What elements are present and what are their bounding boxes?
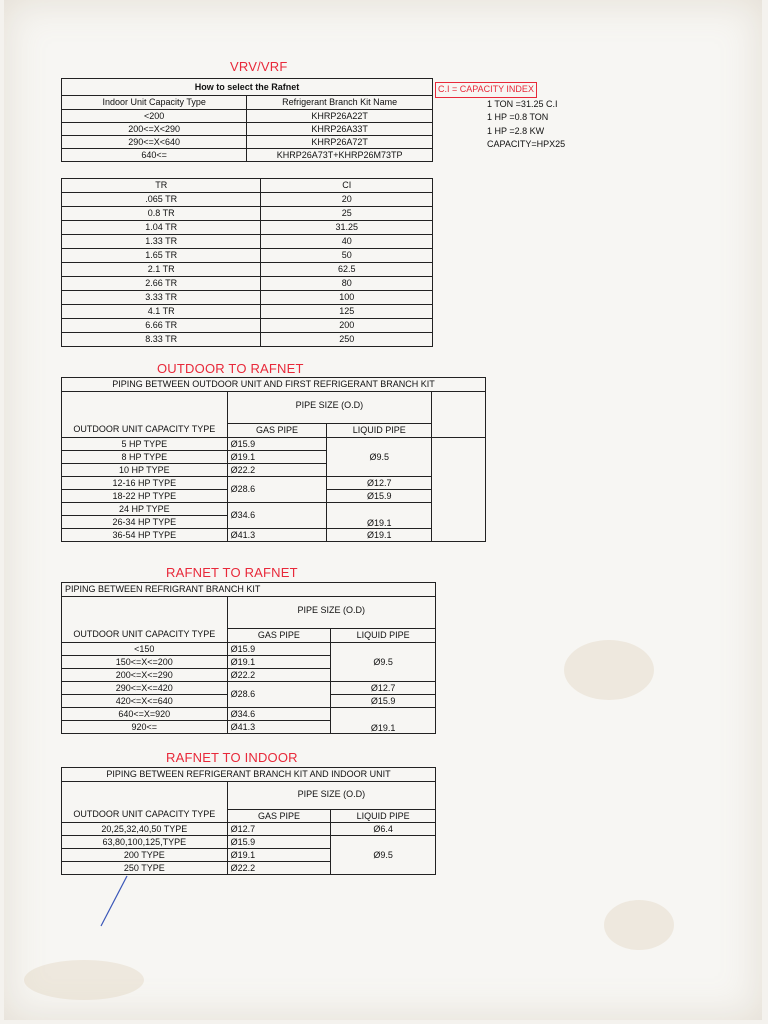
type-cell: 36-54 HP TYPE (62, 529, 228, 542)
type-cell: 20,25,32,40,50 TYPE (62, 823, 228, 836)
type-cell: 26-34 HP TYPE (62, 516, 228, 529)
note-line: 1 HP =0.8 TON (487, 112, 549, 122)
table-cell: 31.25 (261, 221, 433, 235)
table-cell: 200 (261, 319, 433, 333)
table-cell: .065 TR (62, 193, 261, 207)
indoor-piping-table (61, 767, 436, 875)
type-cell: 200<=X<=290 (62, 669, 228, 682)
liquid-cell: Ø12.7 (331, 682, 436, 695)
empty-cell (432, 392, 486, 438)
type-cell: 18-22 HP TYPE (62, 490, 228, 503)
table-cell: KHRP26A33T (247, 123, 433, 136)
type-cell: 420<=X<=640 (62, 695, 228, 708)
type-cell: 5 HP TYPE (62, 438, 228, 451)
gas-cell: Ø41.3 (227, 721, 331, 734)
gas-cell: Ø15.9 (227, 643, 331, 656)
liquid-pipe-header: LIQUID PIPE (331, 810, 436, 823)
type-cell: 10 HP TYPE (62, 464, 228, 477)
liquid-cell: Ø19.1 (327, 503, 432, 529)
gas-pipe-header: GAS PIPE (227, 424, 327, 438)
table-cell: 6.66 TR (62, 319, 261, 333)
column-header: CI (261, 179, 433, 193)
capacity-index-label: C.I = CAPACITY INDEX (435, 82, 537, 98)
tr-ci-table (61, 178, 433, 347)
liquid-cell: Ø12.7 (327, 477, 432, 490)
pipe-size-header: PIPE SIZE (O.D) (227, 392, 432, 424)
table-cell: 80 (261, 277, 433, 291)
type-cell: 290<=X<=420 (62, 682, 228, 695)
liquid-cell: Ø9.5 (331, 643, 436, 682)
column-header: Indoor Unit Capacity Type (62, 96, 247, 110)
gas-cell: Ø41.3 (227, 529, 327, 542)
table-cell: 20 (261, 193, 433, 207)
liquid-cell: Ø15.9 (327, 490, 432, 503)
gas-pipe-header: GAS PIPE (227, 629, 331, 643)
liquid-cell: Ø19.1 (327, 529, 432, 542)
gas-cell: Ø22.2 (227, 464, 327, 477)
paper-stain (24, 960, 144, 1000)
table-cell: 50 (261, 249, 433, 263)
liquid-pipe-header: LIQUID PIPE (331, 629, 436, 643)
type-cell: 250 TYPE (62, 862, 228, 875)
column-header: OUTDOOR UNIT CAPACITY TYPE (62, 597, 228, 643)
gas-cell: Ø15.9 (227, 438, 327, 451)
rafnet-heading: RAFNET TO RAFNET (166, 565, 298, 580)
table-title: PIPING BETWEEN REFRIGRANT BRANCH KIT (62, 583, 436, 597)
paper-stain (564, 640, 654, 700)
gas-cell: Ø28.6 (227, 477, 327, 503)
outdoor-heading: OUTDOOR TO RAFNET (157, 361, 304, 376)
table-cell: 0.8 TR (62, 207, 261, 221)
rafnet-piping-table (61, 582, 436, 734)
column-header: Refrigerant Branch Kit Name (247, 96, 433, 110)
gas-pipe-header: GAS PIPE (227, 810, 331, 823)
gas-cell: Ø28.6 (227, 682, 331, 708)
capacity-index-notes (435, 82, 565, 152)
paper-stain (604, 900, 674, 950)
table-cell: 100 (261, 291, 433, 305)
table-cell: 40 (261, 235, 433, 249)
type-cell: 150<=X<=200 (62, 656, 228, 669)
table-cell: <200 (62, 110, 247, 123)
type-cell: 200 TYPE (62, 849, 228, 862)
gas-cell: Ø12.7 (227, 823, 331, 836)
note-line: 1 TON =31.25 C.I (487, 98, 558, 109)
type-cell: 12-16 HP TYPE (62, 477, 228, 490)
type-cell: 63,80,100,125,TYPE (62, 836, 228, 849)
table-cell: 640<= (62, 149, 247, 162)
vrv-heading: VRV/VRF (230, 59, 288, 74)
gas-cell: Ø22.2 (227, 669, 331, 682)
table-cell: 125 (261, 305, 433, 319)
gas-cell: Ø19.1 (227, 656, 331, 669)
note-line: CAPACITY=HPX25 (487, 139, 566, 149)
rafnet-selection-table (61, 78, 433, 162)
pen-stroke (95, 870, 135, 930)
column-header: OUTDOOR UNIT CAPACITY TYPE (62, 392, 228, 438)
liquid-cell: Ø9.5 (327, 438, 432, 477)
note-line: 1 HP =2.8 KW (487, 125, 545, 136)
table-cell: KHRP26A72T (247, 136, 433, 149)
table-cell: 200<=X<290 (62, 123, 247, 136)
pipe-size-header: PIPE SIZE (O.D) (227, 782, 435, 810)
table-cell: 25 (261, 207, 433, 221)
type-cell: 24 HP TYPE (62, 503, 228, 516)
liquid-cell: Ø6.4 (331, 823, 436, 836)
table-cell: 290<=X<640 (62, 136, 247, 149)
table-cell: KHRP26A73T+KHRP26M73TP (247, 149, 433, 162)
outdoor-piping-table (61, 377, 486, 542)
liquid-cell: Ø15.9 (331, 695, 436, 708)
column-header: TR (62, 179, 261, 193)
table-cell: 8.33 TR (62, 333, 261, 347)
indoor-heading: RAFNET TO INDOOR (166, 750, 298, 765)
table-title: PIPING BETWEEN REFRIGERANT BRANCH KIT AND INDOOR UNIT (62, 768, 436, 782)
gas-cell: Ø34.6 (227, 503, 327, 529)
gas-cell: Ø19.1 (227, 849, 331, 862)
table-cell: 1.04 TR (62, 221, 261, 235)
liquid-cell: Ø19.1 (331, 708, 436, 734)
table-cell: 3.33 TR (62, 291, 261, 305)
table-cell: 1.65 TR (62, 249, 261, 263)
table-cell: 62.5 (261, 263, 433, 277)
pipe-size-header: PIPE SIZE (O.D) (227, 597, 435, 629)
liquid-cell: Ø9.5 (331, 836, 436, 875)
gas-cell: Ø15.9 (227, 836, 331, 849)
gas-cell: Ø34.6 (227, 708, 331, 721)
type-cell: 920<= (62, 721, 228, 734)
type-cell: <150 (62, 643, 228, 656)
type-cell: 640<=X=920 (62, 708, 228, 721)
table-title: PIPING BETWEEN OUTDOOR UNIT AND FIRST REFRIGERANT BRANCH KIT (62, 378, 486, 392)
table-cell: 2.1 TR (62, 263, 261, 277)
table-cell: 250 (261, 333, 433, 347)
table-cell: KHRP26A22T (247, 110, 433, 123)
gas-cell: Ø19.1 (227, 451, 327, 464)
table-cell: 1.33 TR (62, 235, 261, 249)
empty-cell (432, 438, 486, 542)
column-header: OUTDOOR UNIT CAPACITY TYPE (62, 782, 228, 823)
liquid-pipe-header: LIQUID PIPE (327, 424, 432, 438)
table-cell: 4.1 TR (62, 305, 261, 319)
gas-cell: Ø22.2 (227, 862, 331, 875)
table-title: How to select the Rafnet (62, 79, 433, 96)
table-cell: 2.66 TR (62, 277, 261, 291)
type-cell: 8 HP TYPE (62, 451, 228, 464)
